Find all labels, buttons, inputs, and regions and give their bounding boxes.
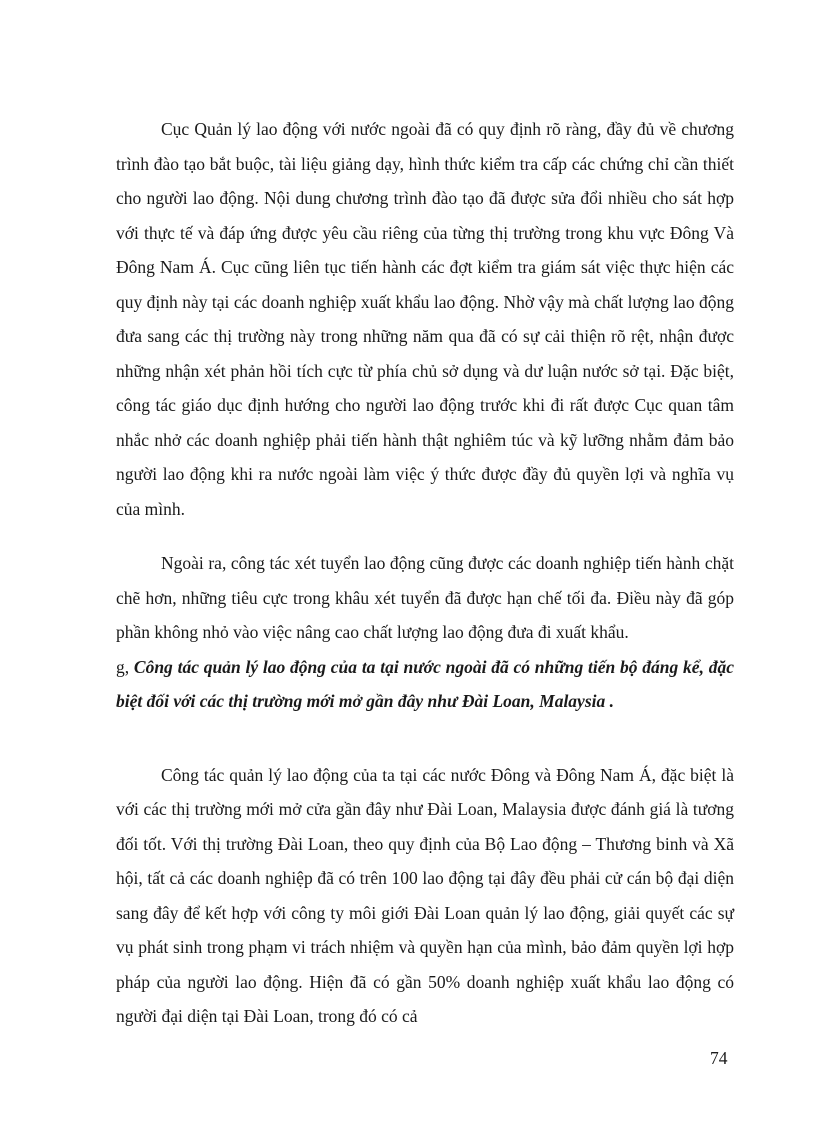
page-number: 74 <box>710 1048 728 1068</box>
document-page <box>116 112 734 1034</box>
body-paragraph: Cục Quản lý lao động với nước ngoài đã có quy định rõ ràng, đầy đủ về chương trình đào tạo bắt buộc, tài liệu giảng dạy, hình thức kiểm tra cấp các chứng chỉ cần thiết cho người lao động. Nội dung chương trình đào tạo đã được sửa đổi nhiều cho sát hợp với thực tế và đáp ứng được yêu cầu riêng của từng thị trường trong khu vực Đông Và Đông Nam Á. Cục cũng liên tục tiến hành các đợt kiểm tra giám sát việc thực hiện các quy định này tại các doanh nghiệp xuất khẩu lao động. Nhờ vậy mà chất lượng lao động đưa sang các thị trường này trong những năm qua đã có sự cải thiện rõ rệt, nhận được những nhận xét phản hồi tích cực từ phía chủ sở dụng và dư luận nước sở tại. Đặc biệt, công tác giáo dục định hướng cho người lao động trước khi đi rất được Cục quan tâm nhắc nhở các doanh nghiệp phải tiến hành thật nghiêm túc và kỹ lưỡng nhằm đảm bảo người lao động khi ra nước ngoài làm việc ý thức được đầy đủ quyền lợi và nghĩa vụ của mình. <box>116 119 734 519</box>
body-paragraph: Ngoài ra, công tác xét tuyển lao động cũng được các doanh nghiệp tiến hành chặt chẽ hơn, những tiêu cực trong khâu xét tuyển đã được hạn chế tối đa. Điều này đã góp phần không nhỏ vào việc nâng cao chất lượng lao động đưa đi xuất khẩu. <box>116 553 734 642</box>
body-paragraph: Công tác quản lý lao động của ta tại các nước Đông và Đông Nam Á, đặc biệt là với các thị trường mới mở cửa gần đây như Đài Loan, Malaysia được đánh giá là tương đối tốt. Với thị trường Đài Loan, theo quy định của Bộ Lao động – Thương binh và Xã hội, tất cả các doanh nghiệp đã có trên 100 lao động tại đây đều phải cử cán bộ đại diện sang đây để kết hợp với công ty môi giới Đài Loan quản lý lao động, giải quyết các sự vụ phát sinh trong phạm vi trách nhiệm và quyền hạn của mình, bảo đảm quyền lợi hợp pháp của người lao động. Hiện đã có gần 50% doanh nghiệp xuất khẩu lao động có người đại diện tại Đài Loan, trong đó có cả <box>116 764 734 1026</box>
section-heading <box>116 650 734 719</box>
section-heading-label: g, <box>116 656 130 677</box>
section-heading-title: Công tác quản lý lao động của ta tại nước ngoài đã có những tiến bộ đáng kể, đặc biệt đối với các thị trường mới mở gần đây như Đài Loan, Malaysia . <box>116 656 734 711</box>
